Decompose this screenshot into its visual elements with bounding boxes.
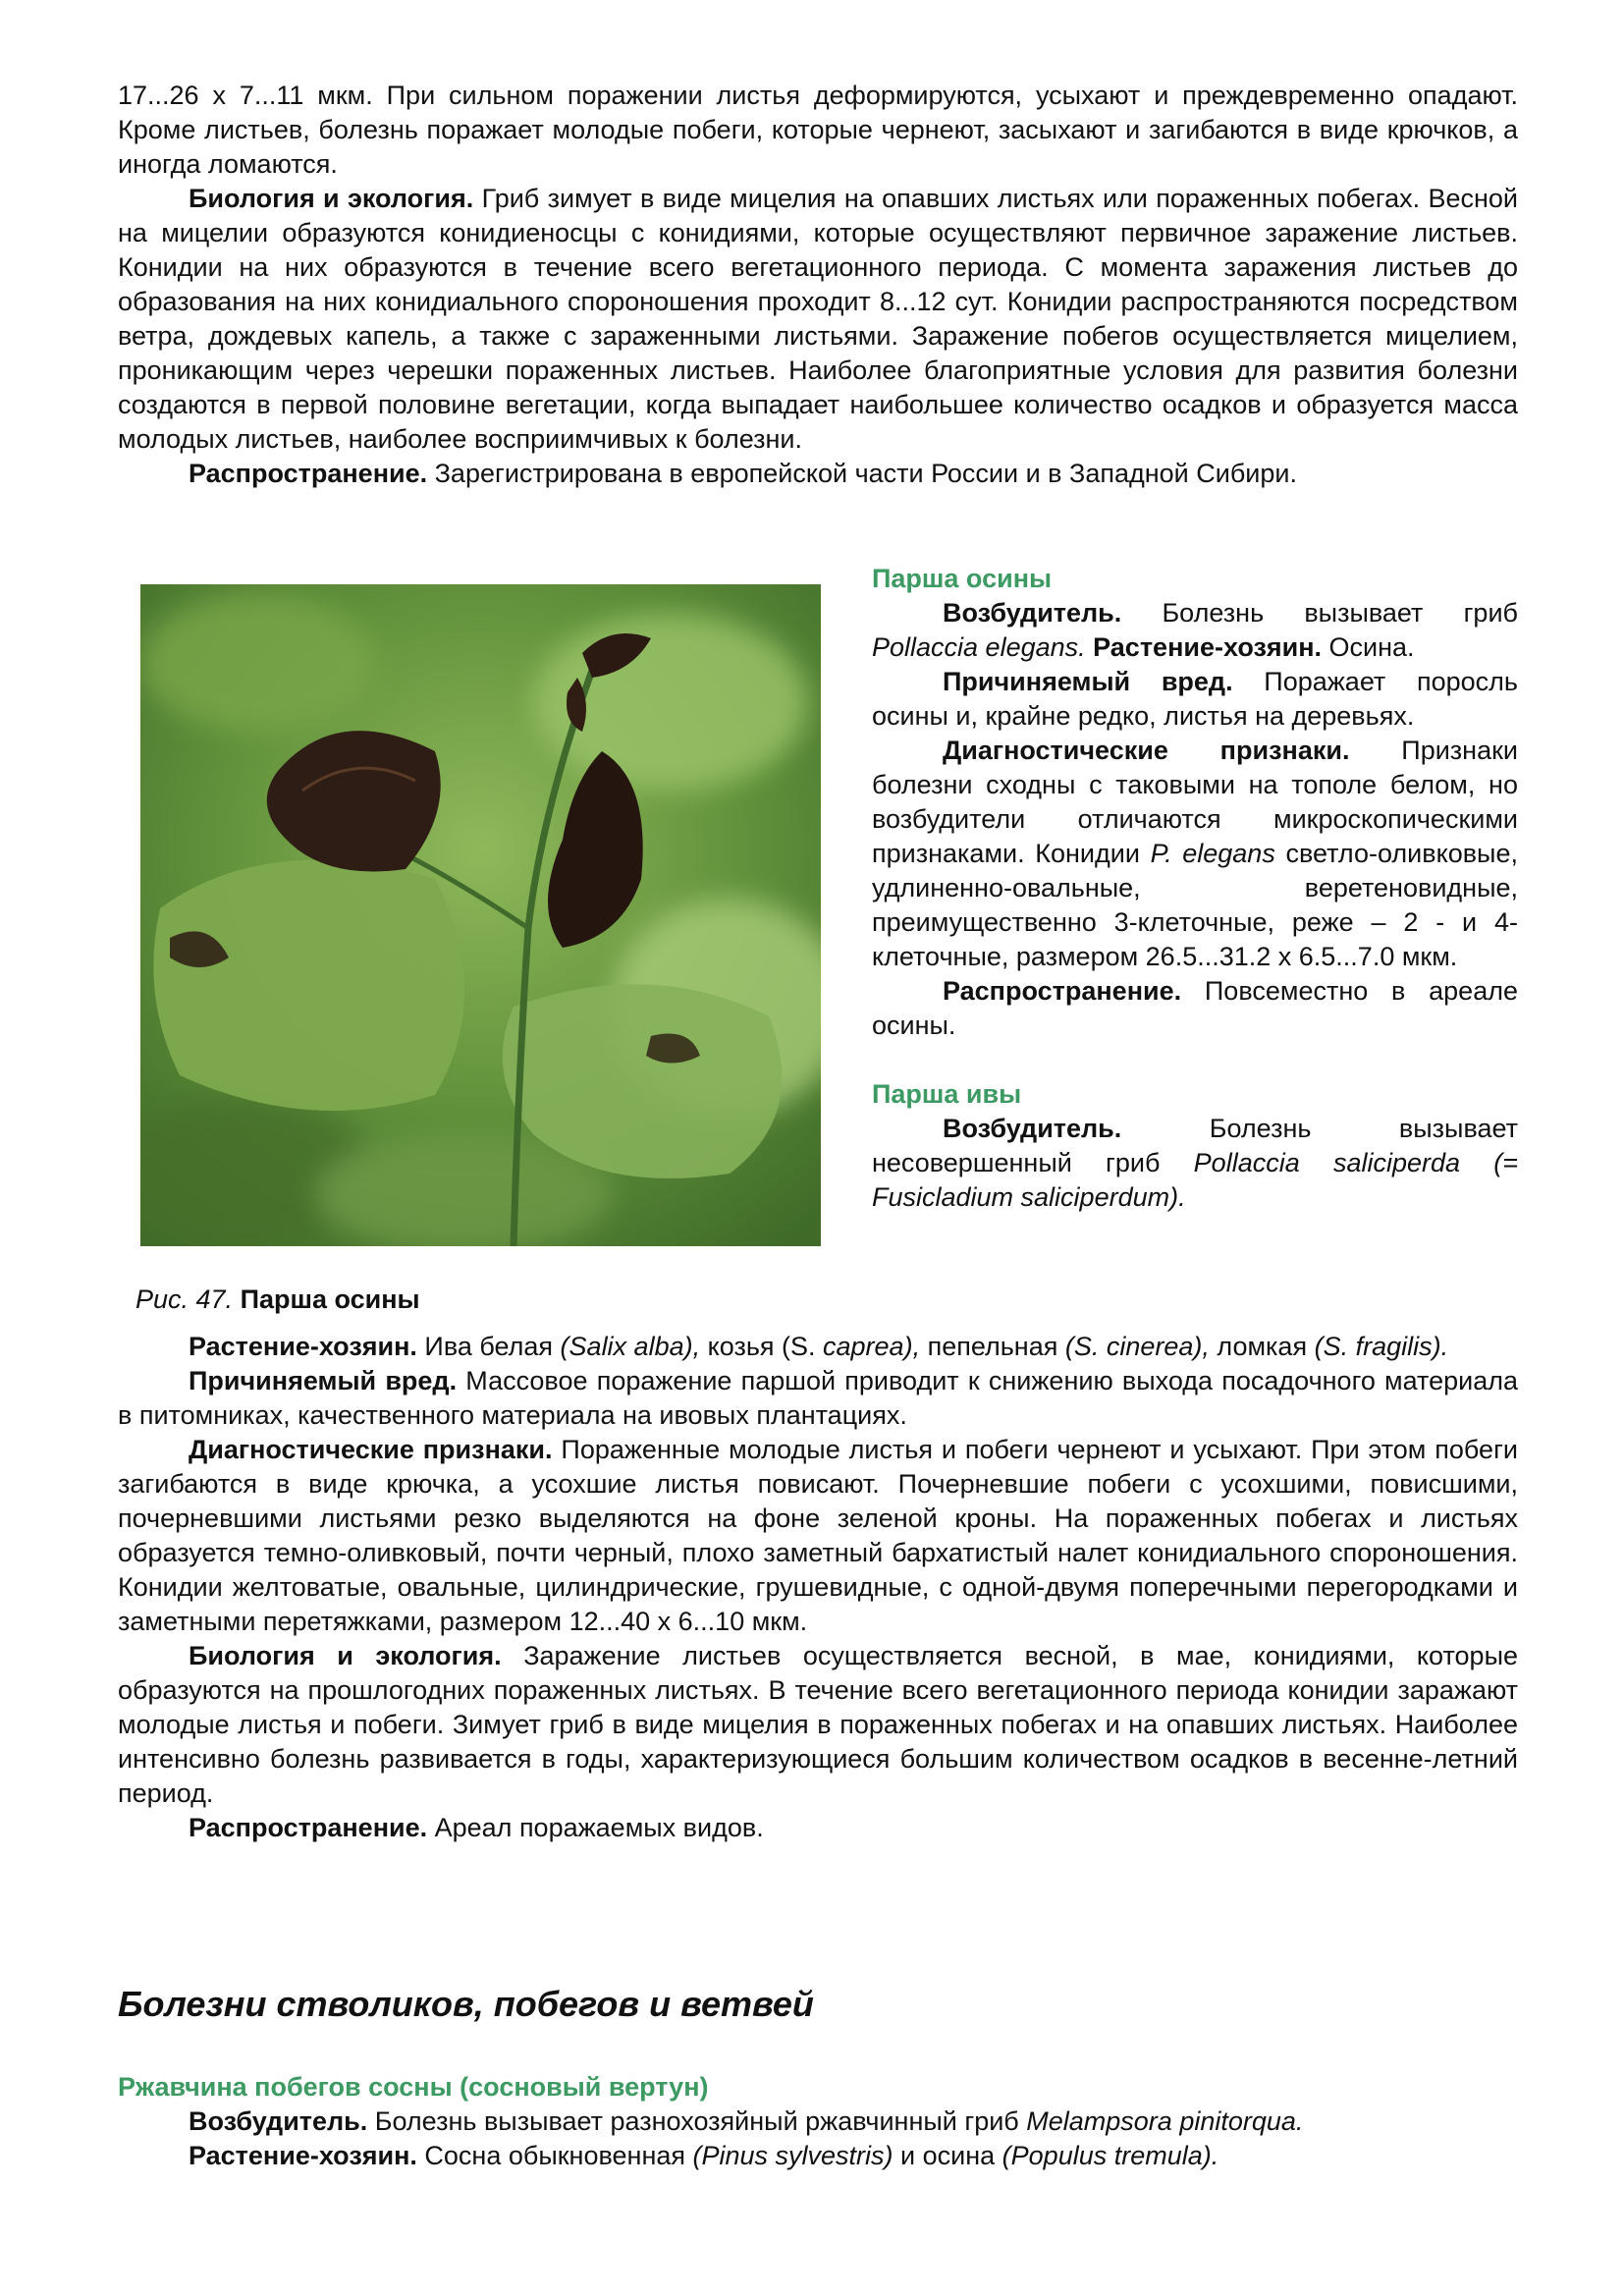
aspen-diagnostic: Диагностические признаки. Признаки болезни сходны с таковыми на тополе белом, но возбудители отличаются микроскопическими признаками. Конидии P. elegans светло-оливковые, удлиненно-овальные, веретеновидные, преимущественно 3-клеточные, реже – 2 - и 4-клеточные, размером 26.5...31.2 х 6.5...7.0 мкм.: [872, 736, 1518, 971]
aspen-scab-photo: [140, 584, 821, 1246]
aspen-title: Парша осины: [872, 564, 1053, 593]
willow-harm: Причиняемый вред. Массовое поражение паршой приводит к снижению выхода посадочного материала в питомниках, качественного материала на ивовых плантациях.: [118, 1366, 1518, 1430]
paragraph-biology: Биология и экология. Гриб зимует в виде мицелия на опавших листьях или пораженных побегах. Весной на мицелии образуются конидиеносцы с конидиями, которые осуществляют первичное заражение листьев. Конидии на них образуются в течение всего вегетационного периода. С момента заражения листьев до образования на них конидиального спороношения проходит 8...12 сут. Конидии распространяются посредством ветра, дождевых капель, а также с зараженными листьями. Заражение побегов осуществляется мицелием, проникающим через черешки пораженных листьев. Наиболее благоприятные условия для развития болезни создаются в первой половине вегетации, когда выпадает наибольшее количество осадков и образуется масса молодых листьев, наиболее восприимчивых к болезни.: [118, 184, 1518, 454]
willow-diagnostic: Диагностические признаки. Пораженные молодые листья и побеги чернеют и усыхают. При этом побеги загибаются в виде крючка, а усохшие листья повисают. Почерневшие побеги с усохшими, повисшими, почерневшими листьями резко выделяются на фоне зеленой кроны. На пораженных побегах и листьях образуется темно-оливковый, почти черный, плохо заметный бархатистый налет конидиального спороношения. Конидии желтоватые, овальные, цилиндрические, грушевидные, с одной-двумя поперечными перегородками и заметными перетяжками, размером 12...40 х 6...10 мкм.: [118, 1435, 1519, 1636]
willow-title: Парша ивы: [872, 1079, 1022, 1109]
aspen-spread: Распространение. Повсеместно в ареале осины.: [872, 976, 1518, 1040]
aspen-harm: Причиняемый вред. Поражает поросль осины и, крайне редко, листья на деревьях.: [872, 667, 1518, 731]
willow-text: [118, 1330, 1518, 1845]
top-text: [118, 79, 1518, 491]
willow-spread: Распространение. Ареал поражаемых видов.: [189, 1813, 764, 1842]
paragraph: 17...26 х 7...11 мкм. При сильном поражении листья деформируются, усыхают и преждевременно опадают. Кроме листьев, болезнь поражает молодые побеги, которые чернеют, засыхают и загибаются в виде крючков, а иногда ломаются.: [118, 81, 1518, 179]
figure-caption: Рис. 47. Парша осины: [135, 1285, 420, 1314]
willow-host: Растение-хозяин. Ива белая (Salix alba), козья (S. caprea), пепельная (S. cinerea), ломкая (S. fragilis).: [189, 1332, 1449, 1361]
paragraph-spread: Распространение. Зарегистрирована в европейской части России и в Западной Сибири.: [189, 459, 1297, 488]
aspen-scab-illustration: [140, 584, 821, 1246]
right-column: [872, 562, 1518, 1215]
willow-agent: Возбудитель. Болезнь вызывает несовершенный гриб Pollaccia saliciperda (= Fusicladium saliciperdum).: [872, 1114, 1518, 1212]
section-text: [118, 2105, 1518, 2173]
aspen-agent: Возбудитель. Болезнь вызывает гриб Pollaccia elegans. Растение-хозяин. Осина.: [872, 598, 1518, 662]
section-heading: Болезни стволиков, побегов и ветвей: [118, 1984, 814, 2024]
section-agent: Возбудитель. Болезнь вызывает разнохозяйный ржавчинный гриб Melampsora pinitorqua.: [189, 2106, 1304, 2136]
willow-biology: Биология и экология. Заражение листьев осуществляется весной, в мае, конидиями, которые образуются на прошлогодних пораженных листьях. В течение всего вегетационного периода конидии заражают молодые листья и побеги. Зимует гриб в виде мицелия в пораженных побегах и на опавших листьях. Наиболее интенсивно болезнь развивается в годы, характеризующиеся большим количеством осадков в весенне-летний период.: [118, 1641, 1518, 1808]
section-host: Растение-хозяин. Сосна обыкновенная (Pinus sylvestris) и осина (Populus tremula).: [189, 2141, 1219, 2170]
section-subheading: Ржавчина побегов сосны (сосновый вертун): [118, 2072, 709, 2102]
